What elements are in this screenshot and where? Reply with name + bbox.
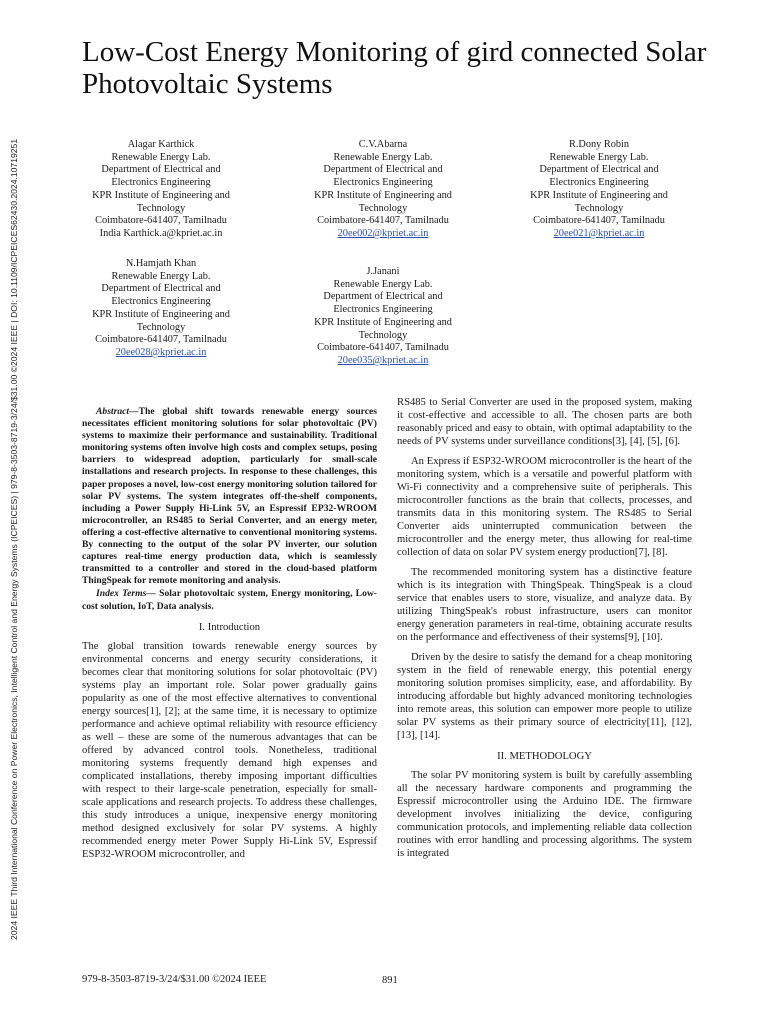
section-heading-methodology: II. METHODOLOGY — [497, 751, 592, 762]
author-affiliation: KPR Institute of Engineering and — [92, 189, 230, 201]
paper-title: Low-Cost Energy Monitoring of gird connected Solar Photovoltaic Systems — [82, 36, 707, 100]
author-affiliation: Renewable Energy Lab. — [333, 151, 433, 163]
author-affiliation: Technology — [358, 329, 408, 341]
author-block-1 — [56, 139, 266, 241]
author-affiliation: Renewable Energy Lab. — [333, 278, 433, 290]
author-affiliation: Electronics Engineering — [111, 177, 211, 189]
author-affiliation: Technology — [136, 321, 186, 333]
author-affiliation: Renewable Energy Lab. — [549, 151, 649, 163]
author-affiliation: Department of Electrical and — [101, 283, 221, 295]
author-block-2 — [278, 139, 488, 241]
body-paragraph: An Express if ESP32-WROOM microcontroller is the heart of the monitoring system, which is a versatile and powerful platform with Wi-Fi connectivity and a comprehensive suite of peripherals. This microcontroller functions as the brain that collects, processes, and transmits data in this monitoring system. The RS485 to Serial Converter aids uninterrupted communication between the microcontroller and the energy meter, thus allowing for real-time collection of data on solar PV system energy production[7], [8]. — [397, 456, 692, 558]
author-affiliation: Department of Electrical and — [323, 291, 443, 303]
author-block-3 — [494, 139, 704, 241]
author-affiliation: Renewable Energy Lab. — [111, 270, 211, 282]
index-terms — [82, 588, 377, 612]
author-block-5 — [278, 266, 488, 368]
footer-copyright: 979-8-3503-8719-3/24/$31.00 ©2024 IEEE — [82, 974, 267, 985]
author-affiliation: Electronics Engineering — [333, 177, 433, 189]
body-paragraph: Driven by the desire to satisfy the demand for a cheap monitoring system in the field of renewable energy, this potential energy monitoring solution promises simplicity, ease, and affordability. By introducing affordable but highly advanced monitoring technologies into remote areas, this solution can empower more people to utilize solar PV systems as their primary source of electricity[11], [12], [13], [14]. — [397, 652, 692, 741]
page-number: 891 — [382, 975, 398, 986]
author-email-link[interactable]: 20ee028@kpriet.ac.in — [115, 346, 207, 358]
author-email-link[interactable]: 20ee021@kpriet.ac.in — [553, 227, 645, 239]
author-affiliation: Electronics Engineering — [549, 177, 649, 189]
author-affiliation: Electronics Engineering — [333, 304, 433, 316]
author-affiliation: KPR Institute of Engineering and — [314, 316, 452, 328]
author-affiliation: Coimbatore-641407, Tamilnadu — [317, 342, 449, 354]
author-affiliation: Coimbatore-641407, Tamilnadu — [317, 215, 449, 227]
author-block-4 — [56, 258, 266, 360]
doi-sidebar: 2024 IEEE Third International Conference on Power Electronics, Intelligent Control and Energy Systems (ICPEICES) | 979-8-3503-8719-3/24/$31.00 ©2024 IEEE | DOI: 10.1109/ICPEICES62430.2024.10719251 — [9, 138, 19, 940]
author-affiliation: Department of Electrical and — [323, 164, 443, 176]
index-terms-label: Index Terms— — [96, 588, 156, 600]
author-email-link[interactable]: 20ee035@kpriet.ac.in — [337, 354, 429, 366]
author-email-link[interactable]: 20ee002@kpriet.ac.in — [337, 227, 429, 239]
section-heading-introduction: I. Introduction — [198, 621, 261, 633]
author-affiliation: KPR Institute of Engineering and — [92, 308, 230, 320]
author-name: Alagar Karthick — [127, 139, 195, 150]
abstract-label: Abstract— — [96, 406, 139, 417]
abstract-text: The global shift towards renewable energy sources necessitates efficient monitoring solutions for solar photovoltaic (PV) systems to maximize their performance and sustainability. Traditional monitoring systems often involve high costs and complex setups, posing barriers to widespread adoption, particularly for small-scale installations and research projects. In response to these challenges, this paper proposes a novel, low-cost energy monitoring solution tailored for solar PV systems. The system integrates off-the-shelf components, including a Power Supply Hi-Link 5V, an Espressif EP32-WROOM microcontroller, an RS485 to Serial Converter, and an energy meter, offering a cost-effective alternative to conventional monitoring systems. By connecting to the output of the solar PV inverter, our solution captures real-time energy production data, which is seamlessly transmitted to a controller and stored in the cloud-based platform ThingSpeak for remote monitoring and analysis. — [82, 406, 377, 587]
author-affiliation: Coimbatore-641407, Tamilnadu — [95, 215, 227, 227]
author-email: India Karthick.a@kpriet.ac.in — [99, 227, 223, 239]
author-name: C.V.Abarna — [358, 139, 408, 150]
abstract — [82, 406, 377, 587]
body-paragraph: The recommended monitoring system has a distinctive feature which is its integration with ThingSpeak. ThingSpeak is a cloud service that enables users to store, visualize, and analyze data. By utilizing ThingSpeak's robust infrastructure, users can monitor energy generation parameters in real-time, obtaining accurate results on the performance and effectiveness of their systems[9], [10]. — [397, 567, 692, 643]
author-affiliation: KPR Institute of Engineering and — [314, 189, 452, 201]
introduction-paragraph: The global transition towards renewable energy sources by environmental concerns and energy security considerations, it becomes clear that monitoring solutions for solar photovoltaic (PV) systems play an important role. Solar power gradually gains popularity as one of the most effective alternatives to conventional energy sources[1], [2]; at the same time, it is necessary to optimize performance and achieve optimal reliability with resource efficiency as well – these are some of the numerous advantages that can be offered by advanced control tools. Nonetheless, traditional monitoring systems frequently demand high expenses and complicated installations, thereby imposing important difficulties with respect to their large-scale penetration, especially for small-scale applications and research projects. To address these challenges, this study introduces a unique, inexpensive energy monitoring method designed exclusively for solar PV systems. A highly recommended energy meter Power Supply Hi-Link 5V, Espressif ESP32-WROOM microcontroller, and — [82, 640, 377, 860]
author-affiliation: Coimbatore-641407, Tamilnadu — [95, 334, 227, 346]
author-affiliation: Department of Electrical and — [539, 164, 659, 176]
body-paragraph: RS485 to Serial Converter are used in the proposed system, making it cost-effective and accessible to all. The chosen parts are both reasonably priced and easy to obtain, with optimal adaptability to the needs of PV systems under surveillance conditions[3], [4], [5], [6]. — [397, 397, 692, 447]
author-name: J.Janani — [366, 266, 400, 277]
author-affiliation: Renewable Energy Lab. — [111, 151, 211, 163]
methodology-paragraph: The solar PV monitoring system is built by carefully assembling all the necessary hardware components and programming the Espressif microcontroller using the Arduino IDE. The firmware development involves initializing the device, configuring communication protocols, and implementing reliable data collection routines with error handling and processing algorithms. The system is integrated — [397, 770, 692, 859]
author-name: R.Dony Robin — [568, 139, 630, 150]
author-affiliation: Electronics Engineering — [111, 296, 211, 308]
left-column — [82, 406, 377, 861]
index-terms-text: Solar photovoltaic system, Energy monitoring, Low-cost solution, IoT, Data analysis. — [82, 588, 377, 612]
author-affiliation: KPR Institute of Engineering and — [530, 189, 668, 201]
author-affiliation: Technology — [358, 202, 408, 214]
author-affiliation: Technology — [136, 202, 186, 214]
author-affiliation: Department of Electrical and — [101, 164, 221, 176]
author-affiliation: Technology — [574, 202, 624, 214]
right-column — [397, 396, 692, 860]
author-affiliation: Coimbatore-641407, Tamilnadu — [533, 215, 665, 227]
author-name: N.Hamjath Khan — [125, 258, 197, 269]
